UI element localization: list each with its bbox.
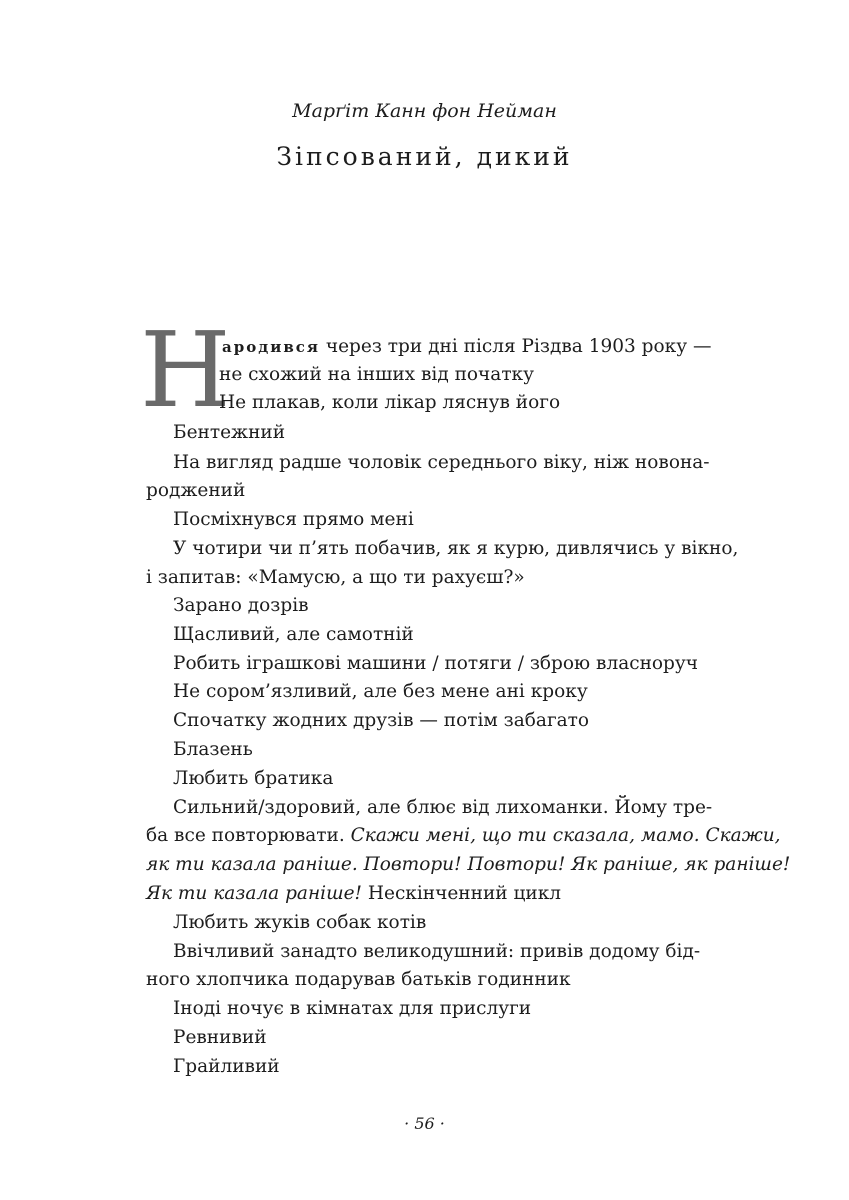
poem-title: Зіпсований, дикий bbox=[276, 142, 573, 171]
poem-line: Іноді ночує в кімнатах для прислуги bbox=[173, 998, 532, 1019]
poem-line: На вигляд радше чоловік середнього віку, ніж новона- bbox=[173, 452, 710, 473]
poem-line: Грайливий bbox=[173, 1056, 280, 1077]
poem-line: Любить жуків собак котів bbox=[173, 912, 427, 933]
poem-line-rest: через три дні після Різдва 1903 року — bbox=[319, 336, 712, 357]
poem-line-italic: Як ти казала раніше! bbox=[146, 883, 362, 904]
poem-line: Блазень bbox=[173, 739, 253, 760]
poem-line: Ревнивий bbox=[173, 1027, 267, 1048]
poem-line: Ввічливий занадто великодушний: привів додому бід- bbox=[173, 941, 701, 962]
poem-line: і запитав: «Мамусю, а що ти рахуєш?» bbox=[146, 567, 525, 588]
poem-line: У чотири чи п’ять побачив, як я курю, дивлячись у вікно, bbox=[173, 538, 739, 559]
page-number: · 56 · bbox=[404, 1114, 445, 1133]
poem-line: Бентежний bbox=[173, 422, 286, 443]
drop-cap: Н bbox=[140, 309, 231, 431]
poem-line: Щасливий, але самотній bbox=[173, 624, 414, 645]
poem-line bbox=[146, 880, 561, 908]
poem-line: Не плакав, коли лікар ляснув його bbox=[219, 392, 561, 413]
poem-line: не схожий на інших від початку bbox=[219, 364, 534, 385]
poem-line: Робить іграшкові машини / потяги / зброю власноруч bbox=[173, 653, 699, 674]
poem-line bbox=[222, 333, 711, 361]
poem-line-italic: Скажи мені, що ти сказала, мамо. Скажи, bbox=[350, 825, 781, 846]
poem-line: Спочатку жодних друзів — потім забагато bbox=[173, 710, 590, 731]
poem-line: роджений bbox=[146, 480, 246, 501]
poem-line-regular: Нескінченний цикл bbox=[361, 883, 562, 904]
poem-line-smallcaps: ародився bbox=[222, 338, 320, 356]
poem-line-regular: ба все повторювати. bbox=[146, 825, 351, 846]
author-name: Марґіт Канн фон Нейман bbox=[292, 100, 557, 122]
poem-line: ного хлопчика подарував батьків годинник bbox=[146, 969, 571, 990]
poem-line: Сильний/здоровий, але блює від лихоманки. Йому тре- bbox=[173, 797, 713, 818]
poem-line bbox=[146, 822, 781, 850]
poem-line: Не сором’язливий, але без мене ані кроку bbox=[173, 681, 588, 702]
poem-line: як ти казала раніше. Повтори! Повтори! Як раніше, як раніше! bbox=[146, 854, 791, 875]
poem-line: Зарано дозрів bbox=[173, 595, 309, 616]
poem-line: Любить братика bbox=[173, 768, 334, 789]
poem-line: Посміхнувся прямо мені bbox=[173, 509, 414, 530]
